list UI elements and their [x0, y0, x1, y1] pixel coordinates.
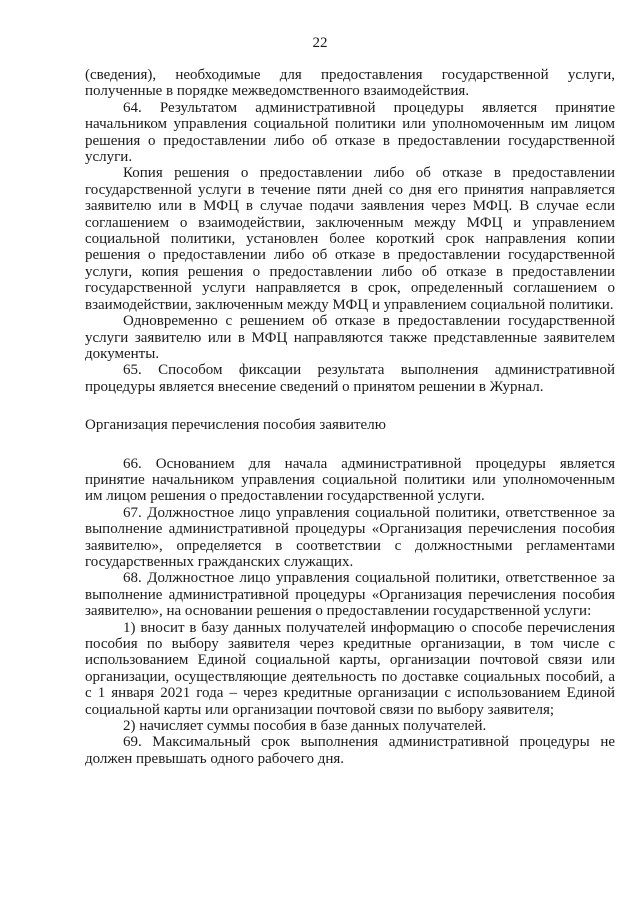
section-heading: Организация перечисления пособия заявителю: [85, 417, 386, 434]
paragraph-64: 64. Результатом административной процедуры является принятие начальником управления социальной политики или уполномоченным им лицом решения о предоставлении либо об отказе в предоставлении государственной услуги.: [85, 99, 615, 166]
paragraph-65: 65. Способом фиксации результата выполнения административной процедуры является внесение сведений о принятом решении в Журнал.: [85, 362, 615, 395]
paragraph-continuation: (сведения), необходимые для предоставления государственной услуги, полученные в порядке межведомственного взаимодействия.: [85, 67, 615, 100]
paragraph-66: 66. Основанием для начала административной процедуры является принятие начальником управления социальной политики или уполномоченным им лицом решения о предоставлении государственной услуги.: [85, 455, 615, 505]
paragraph-67: 67. Должностное лицо управления социальной политики, ответственное за выполнение административной процедуры «Организация перечисления пособия заявителю», определяется в соответствии с должностными регламентами государственных гражданских служащих.: [85, 504, 615, 570]
paragraph-documents-returned: Одновременно с решением об отказе в предоставлении государственной услуги заявителю или в МФЦ направляются также представленные заявителем документы.: [85, 313, 615, 362]
list-item-2: 2) начисляет суммы пособия в базе данных получателей.: [123, 718, 487, 735]
paragraph-68: 68. Должностное лицо управления социальной политики, ответственное за выполнение административной процедуры «Организация перечисления пособия заявителю», на основании решения о предоставлении государственной услуги:: [85, 570, 615, 620]
paragraph-copy-of-decision: Копия решения о предоставлении либо об отказе в предоставлении государственной услуги в течение пяти дней со дня его принятия направляется заявителю или в МФЦ в случае подачи заявления через МФЦ. В случае если соглашением о взаимодействии, заключенным между МФЦ и управлением социальной политики, установлен более короткий срок направления копии решения о предоставлении либо об отказе в предоставлении государственной услуги, копия решения о предоставлении либо об отказе в предоставлении государственной услуги направляется в срок, определенный соглашением о взаимодействии, заключенным между МФЦ и управлением социальной политики.: [85, 165, 615, 313]
page-number: 22: [312, 35, 328, 51]
list-item-1: 1) вносит в базу данных получателей информацию о способе перечисления пособия по выбору заявителя через кредитные организации, в том числе с использованием Единой социальной карты, организации почтовой связи или организации, осуществляющие деятельность по доставке социальных пособий, а с 1 января 2021 года – через кредитные организации с использованием Единой социальной карты или организации почтовой связи по выбору заявителя;: [85, 619, 615, 718]
paragraph-69: 69. Максимальный срок выполнения административной процедуры не должен превышать одного рабочего дня.: [85, 734, 615, 767]
document-body: [85, 67, 615, 767]
